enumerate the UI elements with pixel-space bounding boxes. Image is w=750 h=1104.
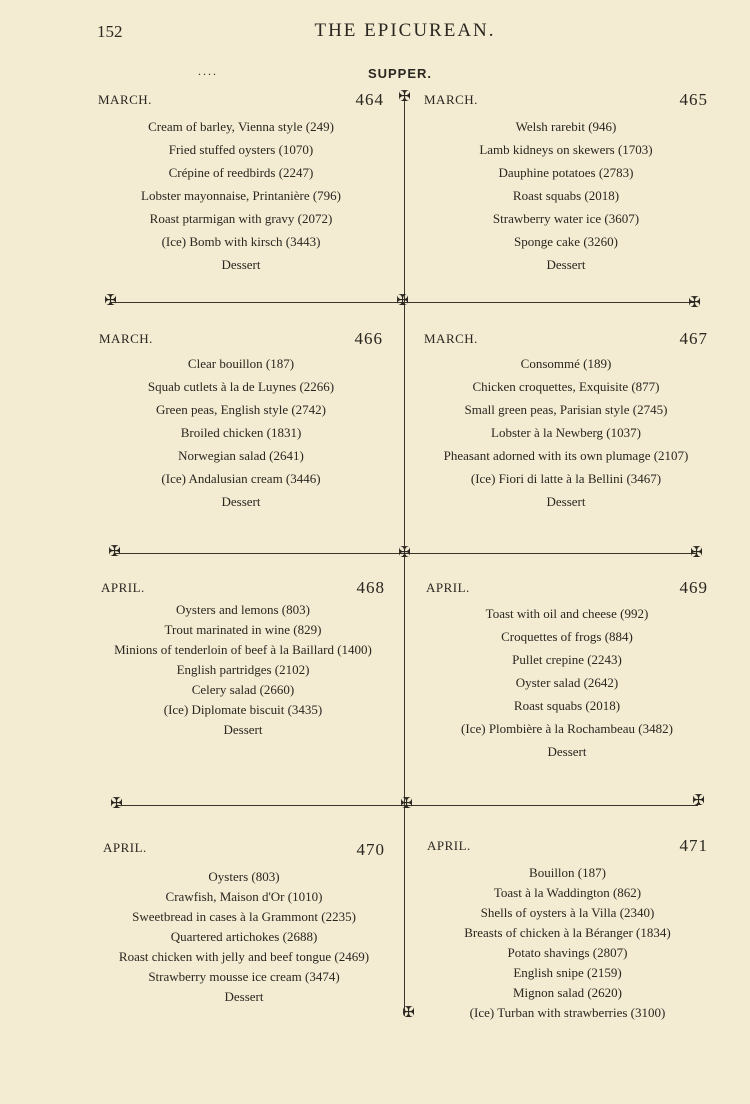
menu-item: Toast à la Waddington (862): [493, 885, 642, 900]
menu-month: APRIL.: [103, 840, 147, 855]
menu-month: MARCH.: [99, 331, 153, 346]
cross-ornament: ✠: [400, 796, 413, 812]
menu-number: 467: [679, 329, 708, 348]
menu-item: Oysters (803): [208, 869, 280, 884]
menu-item: Dessert: [224, 989, 264, 1004]
menu-item: Oyster salad (2642): [515, 675, 619, 690]
menu-item: Consommé (189): [520, 356, 612, 371]
menu-item: Quartered artichokes (2688): [170, 929, 318, 944]
menu-item: Mignon salad (2620): [512, 985, 623, 1000]
menu-item: Roast squabs (2018): [512, 188, 620, 203]
menu-item: Broiled chicken (1831): [180, 425, 302, 440]
menu-item: Roast ptarmigan with gravy (2072): [149, 211, 333, 226]
menu-item: Dessert: [223, 722, 263, 737]
menu-item: Bouillon (187): [529, 865, 606, 880]
cross-ornament: ✠: [398, 545, 411, 561]
menu-month: MARCH.: [424, 92, 478, 107]
menu-item: Breasts of chicken à la Béranger (1834): [464, 925, 671, 940]
menu-item: Fried stuffed oysters (1070): [168, 142, 314, 157]
menu-item: (Ice) Plombière à la Rochambeau (3482): [461, 721, 673, 736]
menu-item: Squab cutlets à la de Luynes (2266): [147, 379, 335, 394]
menu-month: APRIL.: [427, 838, 471, 853]
menu-item: Clear bouillon (187): [187, 356, 295, 371]
menu-item: Welsh rarebit (946): [515, 119, 617, 134]
menu-item: English partridges (2102): [176, 662, 310, 677]
menu-item: Dauphine potatoes (2783): [498, 165, 634, 180]
menu-month: APRIL.: [101, 580, 145, 595]
cross-ornament: ✠: [108, 544, 121, 560]
menu-item: Strawberry water ice (3607): [492, 211, 640, 226]
menu-item: Dessert: [547, 744, 587, 759]
menu-number: 468: [356, 578, 385, 597]
menu-number: 469: [679, 578, 708, 597]
menu-number: 466: [354, 329, 383, 348]
menu-item: Trout marinated in wine (829): [164, 622, 322, 637]
menu-item: Roast chicken with jelly and beef tongue (2469): [118, 949, 370, 964]
section-title: SUPPER.: [367, 66, 433, 81]
menu-item: (Ice) Fiori di latte à la Bellini (3467): [470, 471, 662, 486]
menu-item: Lobster à la Newberg (1037): [491, 425, 641, 440]
menu-item: (Ice) Andalusian cream (3446): [161, 471, 321, 486]
cross-ornament: ✠: [104, 293, 117, 309]
menu-item: Croquettes of frogs (884): [501, 629, 633, 644]
menu-item: Green peas, English style (2742): [155, 402, 327, 417]
menu-item: Small green peas, Parisian style (2745): [464, 402, 668, 417]
menu-item: Norwegian salad (2641): [178, 448, 304, 463]
menu-number: 470: [356, 840, 385, 859]
menu-item: Lamb kidneys on skewers (1703): [479, 142, 653, 157]
running-head: THE EPICUREAN.: [314, 20, 496, 41]
menu-item: Pheasant adorned with its own plumage (2107): [443, 448, 689, 463]
cross-ornament: ✠: [110, 796, 123, 812]
menu-item: (Ice) Turban with strawberries (3100): [469, 1005, 666, 1020]
menu-item: Lobster mayonnaise, Printanière (796): [141, 188, 341, 203]
menu-item: Potato shavings (2807): [507, 945, 628, 960]
menu-number: 465: [679, 90, 708, 109]
menu-item: Toast with oil and cheese (992): [485, 606, 649, 621]
menu-item: Roast squabs (2018): [513, 698, 621, 713]
menu-item: Dessert: [221, 494, 261, 509]
menu-item: Cream of barley, Vienna style (249): [148, 119, 334, 134]
menu-item: Sweetbread in cases à la Grammont (2235): [132, 909, 356, 924]
menu-item: (Ice) Bomb with kirsch (3443): [161, 234, 321, 249]
menu-item: Dessert: [221, 257, 261, 272]
menu-item: Oysters and lemons (803): [176, 602, 310, 617]
menu-number: 471: [679, 836, 708, 855]
menu-item: Minions of tenderloin of beef à la Baillard (1400): [114, 642, 372, 657]
menu-item: Chicken croquettes, Exquisite (877): [472, 379, 660, 394]
cross-ornament: ✠: [398, 89, 411, 105]
menu-item: Dessert: [546, 494, 586, 509]
menu-item: Dessert: [546, 257, 586, 272]
menu-month: MARCH.: [98, 92, 152, 107]
menu-item: Crépine of reedbirds (2247): [168, 165, 314, 180]
menu-item: English snipe (2159): [513, 965, 622, 980]
section-dots: ....: [198, 64, 218, 78]
menu-item: Crawfish, Maison d'Or (1010): [165, 889, 323, 904]
menu-item: Celery salad (2660): [191, 682, 295, 697]
menu-item: Sponge cake (3260): [514, 234, 618, 249]
cross-ornament: ✠: [688, 295, 701, 311]
cross-ornament: ✠: [692, 793, 705, 809]
cross-ornament: ✠: [396, 293, 409, 309]
menu-month: APRIL.: [426, 580, 470, 595]
menu-item: Strawberry mousse ice cream (3474): [148, 969, 340, 984]
menu-item: Pullet crepine (2243): [512, 652, 622, 667]
menu-item: (Ice) Diplomate biscuit (3435): [163, 702, 323, 717]
cross-ornament: ✠: [690, 545, 703, 561]
menu-number: 464: [355, 90, 384, 109]
menu-item: Shells of oysters à la Villa (2340): [480, 905, 655, 920]
page-number: 152: [97, 22, 123, 41]
menu-month: MARCH.: [424, 331, 478, 346]
cross-ornament: ✠: [402, 1005, 415, 1021]
